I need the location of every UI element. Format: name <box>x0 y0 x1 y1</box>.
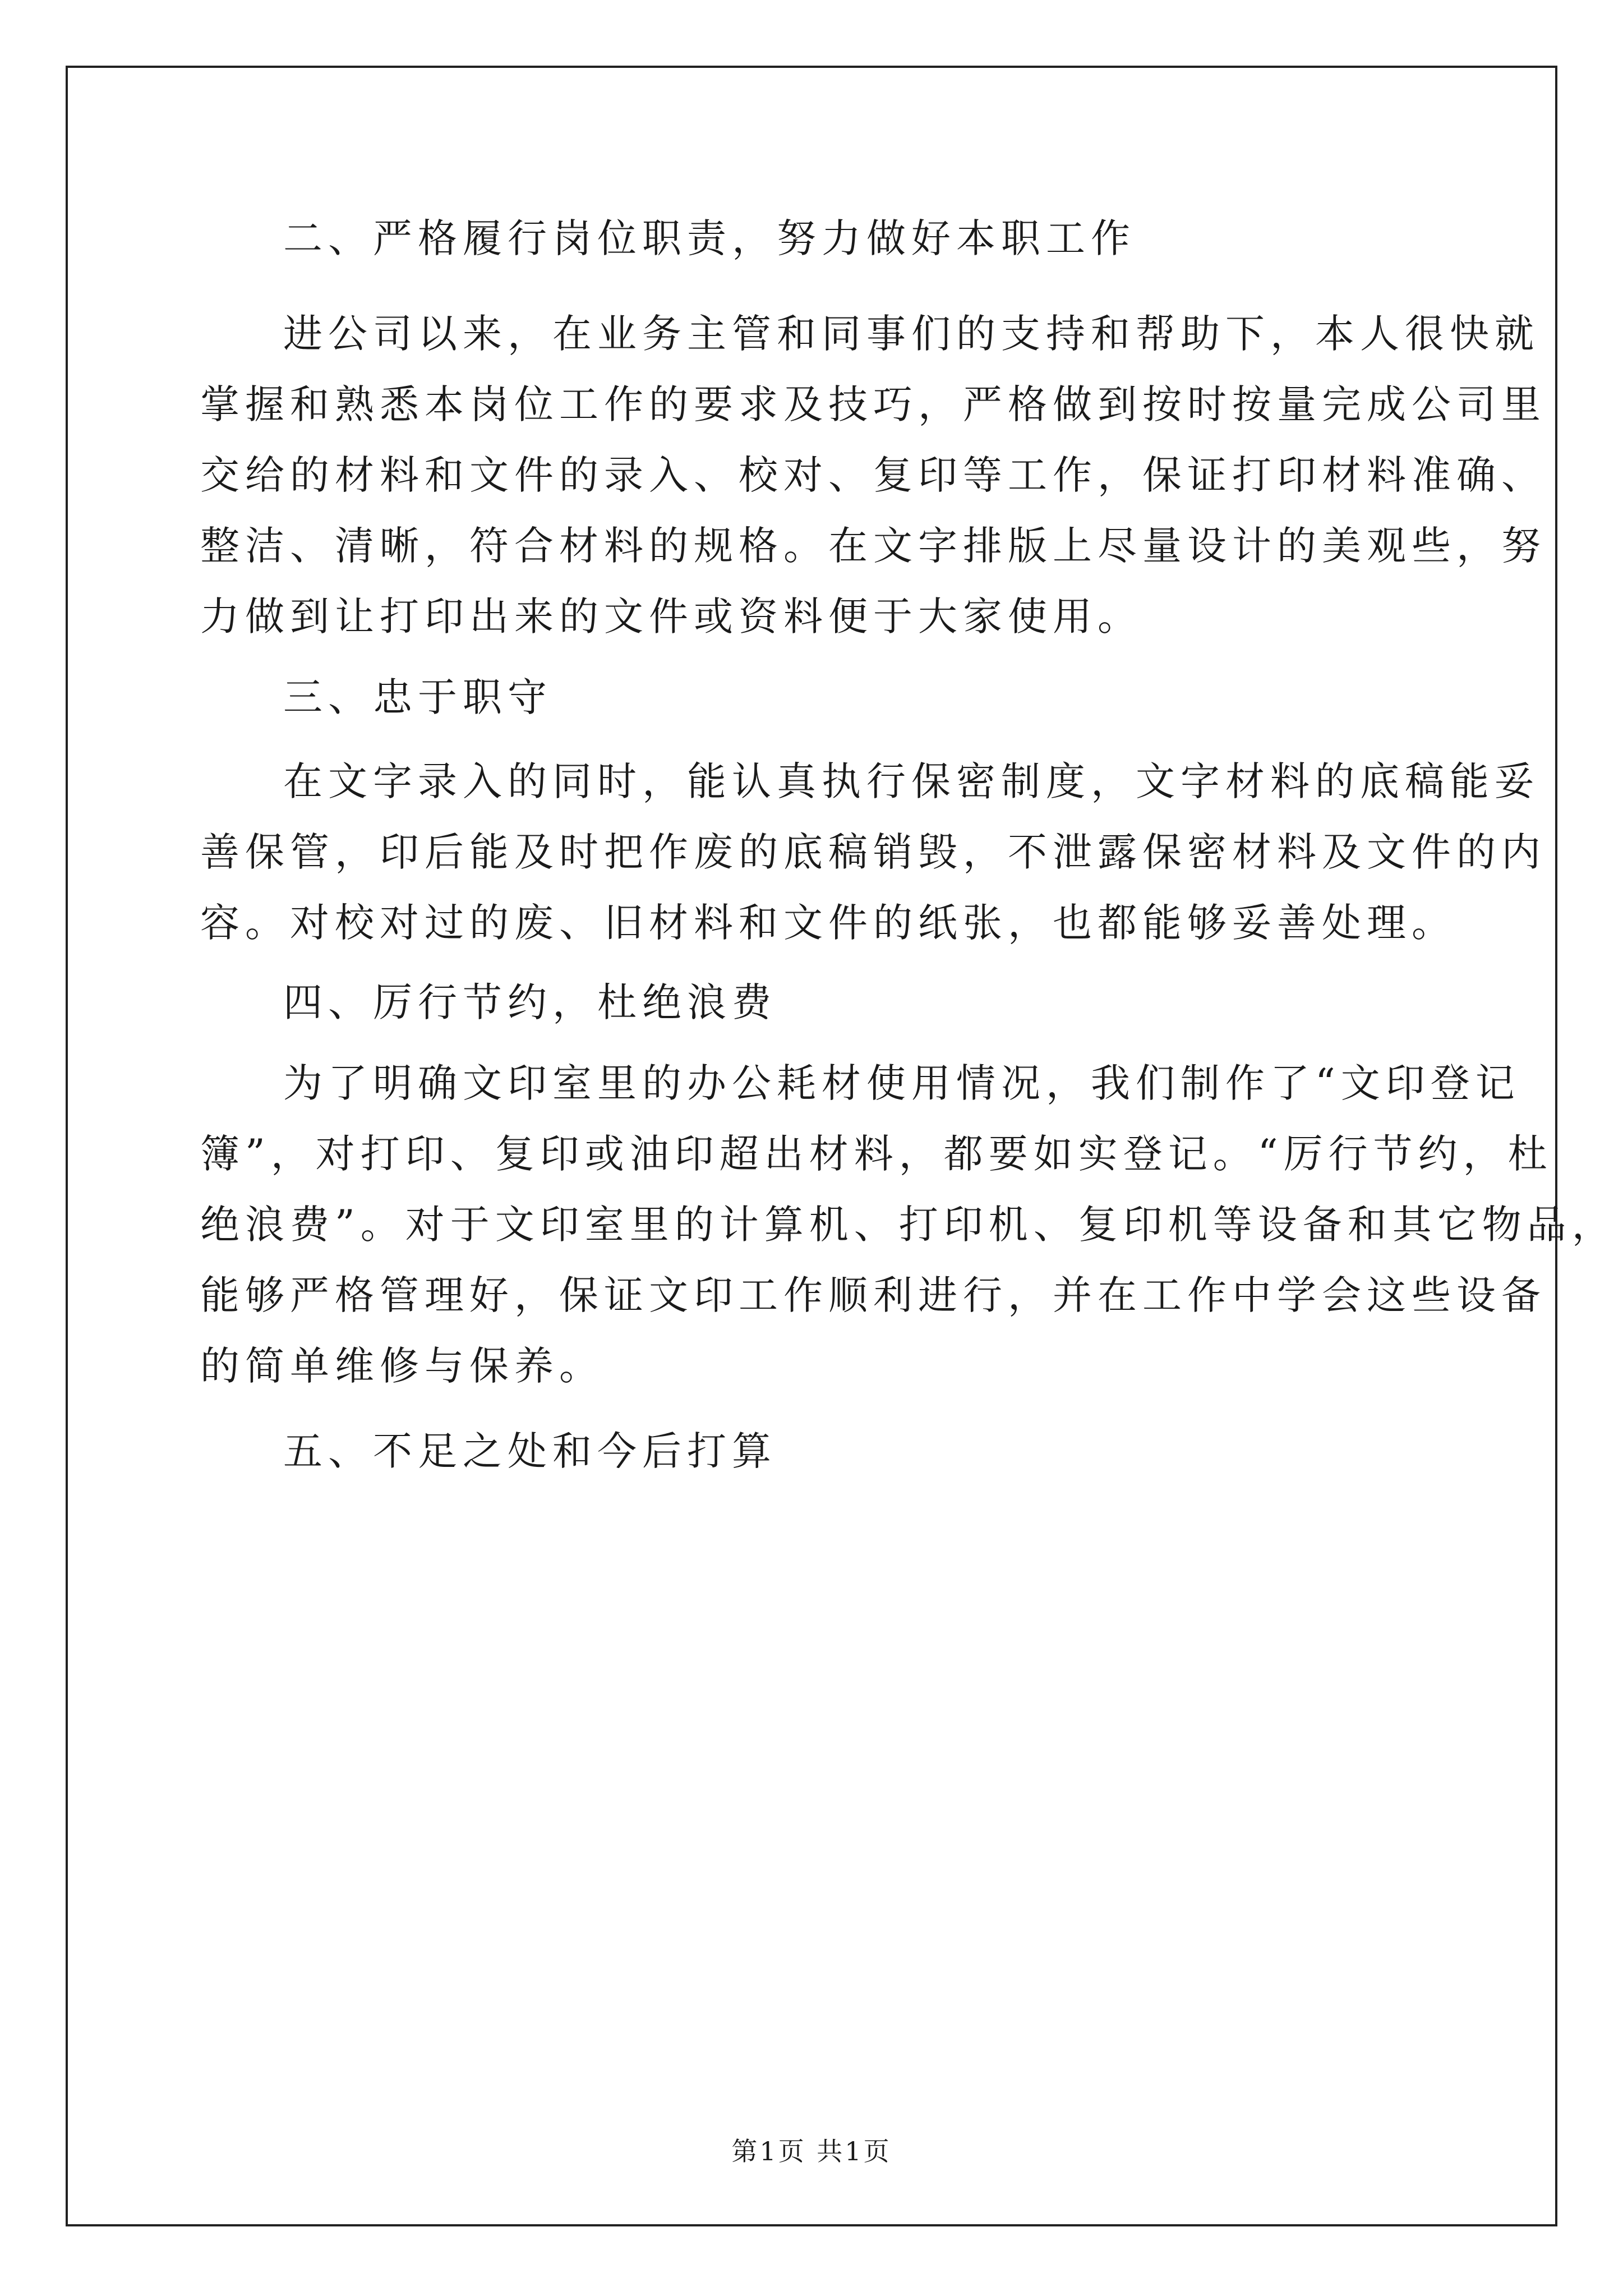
paragraph-line: 交给的材料和文件的录入、校对、复印等工作，保证打印材料准确、 <box>200 452 1546 498</box>
paragraph-line: 绝浪费”。对于文印室里的计算机、打印机、复印机等设备和其它物品， <box>200 1202 1617 1248</box>
paragraph-line: 为了明确文印室里的办公耗材使用情况，我们制作了“文印登记 <box>283 1060 1520 1106</box>
paragraph-line: 力做到让打印出来的文件或资料便于大家使用。 <box>200 593 1142 639</box>
section-heading-5: 五、不足之处和今后打算 <box>283 1428 777 1474</box>
paragraph-line: 簿”，对打印、复印或油印超出材料，都要如实登记。“厉行节约，杜 <box>200 1131 1553 1177</box>
paragraph-line: 的简单维修与保养。 <box>200 1343 604 1389</box>
page-footer: 第1页 共1页 <box>731 2136 892 2166</box>
paragraph-line: 容。对校对过的废、旧材料和文件的纸张，也都能够妥善处理。 <box>200 900 1456 946</box>
section-heading-2: 二、严格履行岗位职责，努力做好本职工作 <box>283 215 1136 261</box>
paragraph-line: 能够严格管理好，保证文印工作顺利进行，并在工作中学会这些设备 <box>200 1272 1546 1318</box>
paragraph-line: 掌握和熟悉本岗位工作的要求及技巧，严格做到按时按量完成公司里 <box>200 381 1546 427</box>
paragraph-line: 善保管，印后能及时把作废的底稿销毁，不泄露保密材料及文件的内 <box>200 829 1546 875</box>
paragraph-line: 在文字录入的同时，能认真执行保密制度，文字材料的底稿能妥 <box>283 758 1539 804</box>
paragraph-line: 整洁、清晰，符合材料的规格。在文字排版上尽量设计的美观些，努 <box>200 523 1546 569</box>
section-heading-4: 四、厉行节约，杜绝浪费 <box>283 979 777 1025</box>
paragraph-line: 进公司以来，在业务主管和同事们的支持和帮助下，本人很快就 <box>283 311 1539 357</box>
section-heading-3: 三、忠于职守 <box>283 674 552 720</box>
